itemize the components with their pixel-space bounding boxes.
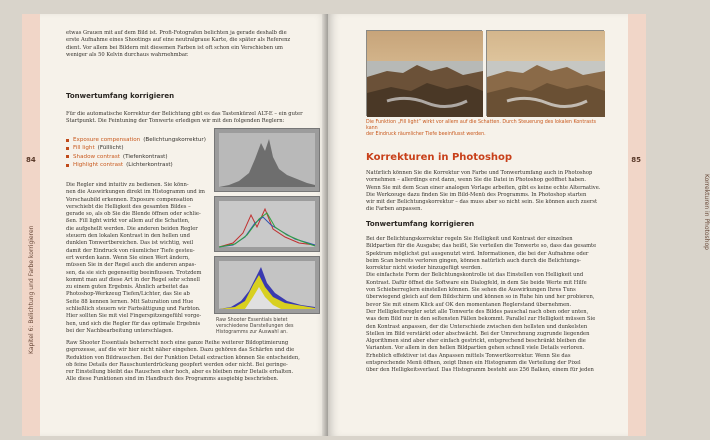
text-line: nen die Auswirkungen direkt im Histogramm und im (66, 189, 205, 196)
term-en: Highlight contrast (73, 161, 124, 168)
text-line: sen, da sie sich gegenseitig beeinflussen. Trotzdem (66, 269, 202, 276)
text-line: weniger als 50 Kelvin durchaus wahrnehmbar. (66, 51, 189, 58)
list-item (66, 161, 206, 169)
text-line: Hier sollten Sie mit viel Fingerspitzengefühl vorge- (66, 313, 202, 320)
text-line: dunklen Tonwertbereichen. Das ist wichtig, weil (66, 240, 194, 247)
caption-line: Raw Shooter Essentials bietet (216, 318, 288, 323)
text-line: Wenn Sie mit dem Scan einer analogen Vorlage arbeiten, gibt es keine echte Alternative. (366, 184, 601, 191)
text-line: überwiegend gleich auf dem Bildschirm und können so in Ruhe hin und her probieren, (366, 294, 595, 301)
text-line: ob feine Details der Rauschunterdrückung geopfert werden oder nicht. Bei geringe- (66, 361, 288, 368)
text-line: kommt man auf diese Art in der Regel sehr schnell (66, 276, 200, 283)
photo-before (366, 30, 482, 116)
text-line: Reduktion von Bildrauschen. Bei der Funktion Detail extraction können Sie entscheiden, (66, 354, 300, 361)
text-line: Startpunkt. Die Feintuning der Tonwerte erledigen wir mit den folgenden Reglern: (66, 118, 285, 125)
coast-photo-icon (487, 31, 605, 117)
histogram-luminance-icon (215, 129, 319, 191)
body-paragraph (66, 182, 212, 335)
bullet-icon (66, 155, 69, 158)
text-line: Bildpartien für die Ausgabe; das heißt, Sie verteilen die Tonwerte so, dass das gesamte (366, 243, 597, 250)
histogram-color-icon (215, 257, 319, 313)
text-line: Erheblich effektiver ist das Anpassen mittels Tonwertkorrektur. Wenn Sie das (366, 352, 571, 359)
left-page (22, 14, 328, 436)
term-de: (Belichtungskorrektur) (143, 137, 206, 143)
text-line: hen, und sich die Regler für das optimale Ergebnis (66, 320, 201, 327)
bullet-icon (66, 139, 69, 142)
histogram-screenshot-2 (214, 196, 320, 252)
text-line: gerade so, als ob Sie die Blende öffnen oder schlie- (66, 211, 201, 218)
histogram-screenshot-1 (214, 128, 320, 192)
text-line: korrektur nicht wieder hinzugefügt werden. (366, 265, 483, 272)
chapter-label: Kapitel 6: Belichtung und Farbe korrigieren (28, 225, 35, 354)
text-line: Für die automatische Korrektur der Belichtung gibt es das Tastenkürzel ALT-E – ein guter (66, 111, 303, 117)
photo-after (486, 30, 604, 116)
text-line: wir mit der Belichtungskorrektur – das muss aber so nicht sein. Sie können auch zuerst (366, 199, 598, 206)
text-line: die Farben anpassen. (366, 206, 423, 213)
text-line: Stellen im Bild verstärkt oder abschwächt. Bei der Umrechnung zugrunde liegenden (366, 330, 590, 337)
text-line: Die Regler sind intuitiv zu bedienen. Sie könn- (66, 182, 189, 188)
text-line: entsprechende Menü öffnen, zeigt Ihnen ein Histogramm die Verteilung der Pixel (366, 360, 581, 367)
text-line: Natürlich können Sie die Korrektur von Farbe und Tonwertumfang auch in Photoshop (366, 170, 593, 176)
text-line: den Kontrast anpassen, der die Unterschiede zwischen den hellsten und dunkelsten (366, 323, 588, 330)
chapter-label: Korrekturen in Photoshop (703, 174, 710, 250)
text-line: Bei der Belichtungskorrektur regeln Sie Helligkeit und Kontrast der einzelnen (366, 236, 573, 242)
histogram-rgb-icon (215, 197, 319, 251)
list-item (66, 144, 206, 152)
section-heading: Tonwertumfang korrigieren (366, 220, 475, 228)
text-line: dient. Vor allem bei Bildern mit diesemen Farben ist oft schon ein Verschieben um (66, 44, 283, 51)
text-line: von Schieberreglern einstellen können. Sie sehen die Auswirkungen Ihres Tuns (366, 287, 576, 294)
list-item (66, 153, 206, 161)
text-line: vornehmen – allerdings erst dann, wenn Sie die Datei in Photoshop geöffnet haben. (366, 177, 587, 184)
text-line: bei der Nachbearbeitung unterschlagen. (66, 327, 174, 334)
text-line: über den Helligkeitsverlauf. Das Histogramm besteht aus 256 Balken, einem für jeden (366, 367, 594, 374)
text-line: ßen. Fill light wirkt vor allem auf die Schatten, (66, 218, 190, 225)
text-line: Algorithmen sind aber eher einfach gestrickt, entsprechend beschränkt bleiben die (366, 338, 586, 345)
section-title: Korrekturen in Photoshop (366, 152, 513, 163)
list-item (66, 136, 206, 144)
text-line: was dem Bild nur in den seltensten Fällen bekommt. Parallel zur Helligkeit müssen Sie (366, 316, 596, 323)
coast-photo-icon (367, 31, 483, 117)
text-line: Photoshop-Werkzeug Tiefen/Lichter, das Sie ab (66, 291, 190, 298)
bullet-icon (66, 147, 69, 150)
text-line: Varianten. Vor allem in den hellen Bildpartien gehen schnell viele Details verloren. (366, 345, 585, 352)
text-line: verschiebt die Helligkeit des gesamten Bildes – (66, 203, 191, 210)
caption-line: der Eindruck räumlicher Tiefe beeinflusst werden. (366, 132, 486, 138)
chapter-tab (628, 14, 646, 436)
intro-paragraph (66, 30, 316, 59)
text-line: bevor Sie mit einem Klick auf OK den momentanen Reglerstand übernehmen. (366, 301, 572, 308)
text-line: Vorschaubild erkennen. Exposure compensation (66, 196, 193, 203)
text-line: steuern den lokalen Kontrast in den hellen und (66, 233, 190, 240)
term-de: (Lichterkontrast) (126, 161, 173, 168)
photo-caption (366, 120, 606, 139)
term-en: Fill light (73, 145, 95, 152)
text-line: Alle diese Funktionen sind im Handbuch des Programms ausgiebig beschrieben. (66, 376, 279, 383)
histogram-screenshot-3 (214, 256, 320, 314)
text-line: beim Scan bereits verloren gingen, können natürlich auch durch die Belichtungs- (366, 257, 581, 264)
text-line: gsprozesse, auf die wir hier nicht näher eingehen. Dazu gehören das Schärfen und die (66, 347, 295, 354)
text-line: damit der Eindruck von räumlicher Tiefe gesteu- (66, 247, 195, 254)
term-en: Shadow contrast (73, 153, 120, 160)
intro-paragraph (366, 170, 624, 214)
term-de: (Tiefenkontrast) (122, 153, 168, 160)
closing-paragraph (66, 340, 320, 384)
text-line: müssen Sie in der Regel auch die anderen anpas- (66, 262, 197, 269)
text-line: Spektrum möglichst gut ausgenutzt wird. Informationen, die bei der Aufnahme oder (366, 250, 589, 257)
caption-line: verschiedene Darstellungen des (216, 324, 294, 330)
text-line: ert werden kann. Wenn Sie einen Wert ändern, (66, 254, 190, 261)
term-en: Exposure compensation (73, 137, 141, 143)
text-line: erste Aufnahme eines Shootings auf eine neutralgraue Karte, die später als Referenz (66, 37, 291, 44)
text-line: Die einfachste Form der Belichtungskontrolle ist das Einstellen von Helligkeit und (366, 272, 584, 279)
text-line: etwas Grauen mit auf dem Bild ist. Profi-Fotografen belichten ja gerade deshalb die (66, 30, 287, 36)
right-page (328, 14, 710, 436)
text-line: Kontrast. Dafür öffnet die Software ein Dialogfeld, in dem Sie beide Werte mit Hilfe (366, 279, 587, 286)
section-heading: Tonwertumfang korrigieren (66, 92, 175, 100)
para-intro (66, 111, 316, 126)
text-line: zu einem guten Ergebnis. Ähnlich arbeitet das (66, 284, 189, 291)
term-de: (Fülllicht) (97, 145, 124, 152)
figure-caption (216, 318, 320, 337)
text-line: rer Einstellung bleibt das Rauschen eher hoch, aber es bleiben mehr Details erhalten. (66, 369, 294, 376)
page-number: 84 (26, 156, 36, 164)
text-line: Die Werkzeuge dazu finden Sie im Bild-Menü des Programms. In Photoshop starten (366, 191, 587, 198)
text-line: die aufgehellt werden. Die anderen beiden Regler (66, 225, 198, 232)
body-paragraph (366, 236, 624, 375)
text-line: Der Helligkeitsregler setzt alle Tonwerte des Bildes pauschal nach oben oder unten, (366, 308, 589, 315)
bullet-icon (66, 164, 69, 167)
caption-line: Die Funktion „Fill light“ wirkt vor allem auf die Schatten. Durch Steuerung des lokalen Kontrasts kann (366, 120, 597, 132)
caption-line: Histogramms zur Auswahl an. (216, 330, 288, 336)
slider-list (66, 136, 206, 169)
text-line: Raw Shooter Essentials beherrscht noch eine ganze Reihe weiterer Bildoptimierung (66, 340, 289, 346)
page-number: 85 (631, 156, 641, 164)
text-line: schließlich steuern wir Farbsättigung und Farbton. (66, 306, 201, 313)
text-line: Seite 88 kennen lernen. Mit Saturation und Hue (66, 298, 194, 305)
